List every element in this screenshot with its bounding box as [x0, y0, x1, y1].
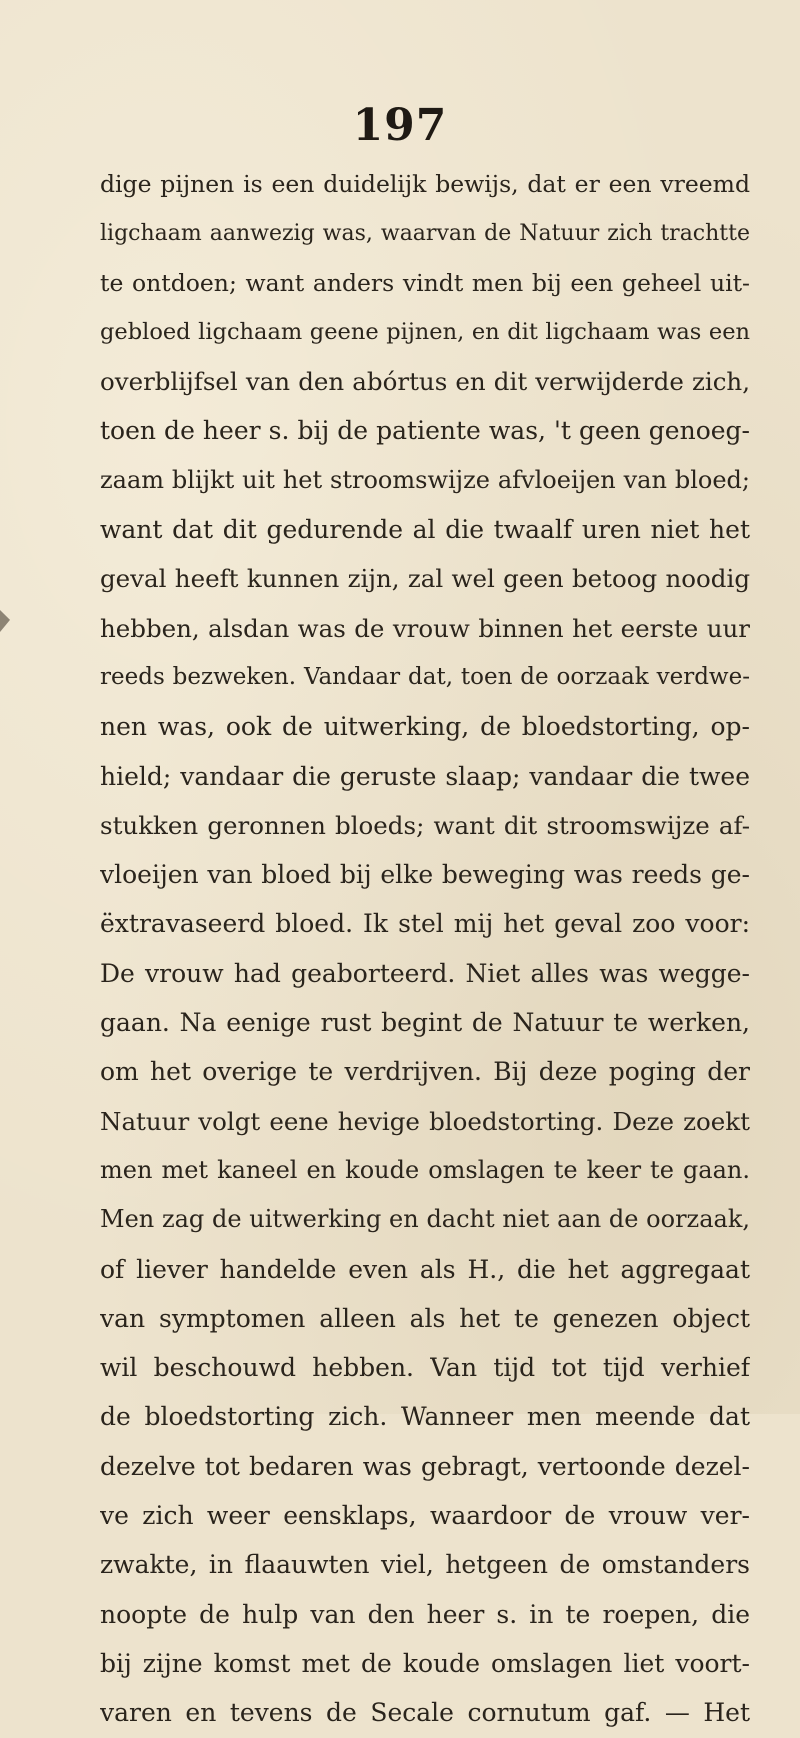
text-line: stukken geronnen bloeds; want dit stroomswijze af-	[100, 810, 750, 840]
text-line: hebben, alsdan was de vrouw binnen het eerste uur	[100, 613, 750, 643]
text-line: of liever handelde even als H., die het aggregaat	[100, 1254, 750, 1284]
text-line: varen en tevens de Secale cornutum gaf. — Het	[100, 1698, 750, 1728]
page-number: 197	[352, 100, 448, 151]
text-line: nen was, ook de uitwerking, de bloedstorting, op-	[100, 712, 750, 742]
margin-mark	[0, 610, 10, 632]
text-line: dezelve tot bedaren was gebragt, vertoonde dezel-	[100, 1451, 750, 1481]
body-text	[100, 160, 750, 1738]
text-line: zwakte, in flaauwten viel, hetgeen de omstanders	[100, 1550, 750, 1580]
text-line: dige pijnen is een duidelijk bewijs, dat er een vreemd	[100, 170, 750, 198]
text-line: gaan. Na eenige rust begint de Natuur te werken,	[100, 1008, 750, 1038]
text-line: ëxtravaseerd bloed. Ik stel mij het geval zoo voor:	[100, 909, 750, 939]
text-line: te ontdoen; want anders vindt men bij een geheel uit-	[100, 268, 750, 297]
text-line: van symptomen alleen als het te genezen object	[100, 1303, 750, 1333]
text-line: de bloedstorting zich. Wanneer men meende dat	[100, 1402, 750, 1432]
text-line: geval heeft kunnen zijn, zal wel geen betoog noodig	[100, 564, 750, 594]
text-line: Natuur volgt eene hevige bloedstorting. Deze zoekt	[100, 1106, 750, 1136]
text-line: toen de heer s. bij de patiente was, 't geen genoeg-	[100, 416, 750, 446]
text-line: om het overige te verdrijven. Bij deze poging der	[100, 1057, 750, 1087]
text-line: wil beschouwd hebben. Van tijd tot tijd verhief	[100, 1353, 750, 1383]
text-line: reeds bezweken. Vandaar dat, toen de oorzaak verdwe-	[100, 663, 750, 690]
text-line: ligchaam aanwezig was, waarvan de Natuur zich trachtte	[100, 221, 750, 247]
text-line: bij zijne komst met de koude omslagen liet voort-	[100, 1648, 750, 1678]
text-line: Men zag de uitwerking en dacht niet aan de oorzaak,	[100, 1205, 750, 1234]
text-line: hield; vandaar die geruste slaap; vandaar die twee	[100, 761, 750, 791]
text-line: De vrouw had geaborteerd. Niet alles was wegge-	[100, 958, 750, 988]
text-line: zaam blijkt uit het stroomswijze afvloeijen van bloed;	[100, 465, 750, 494]
text-line: overblijfsel van den abórtus en dit verwijderde zich,	[100, 367, 750, 397]
text-line: ve zich weer eensklaps, waardoor de vrouw ver-	[100, 1501, 750, 1531]
text-line: want dat dit gedurende al die twaalf uren niet het	[100, 515, 750, 545]
text-line: gebloed ligchaam geene pijnen, en dit ligchaam was een	[100, 318, 750, 345]
text-line: noopte de hulp van den heer s. in te roepen, die	[100, 1599, 750, 1629]
text-line: vloeijen van bloed bij elke beweging was reeds ge-	[100, 860, 750, 890]
text-line: men met kaneel en koude omslagen te keer te gaan.	[100, 1155, 750, 1184]
